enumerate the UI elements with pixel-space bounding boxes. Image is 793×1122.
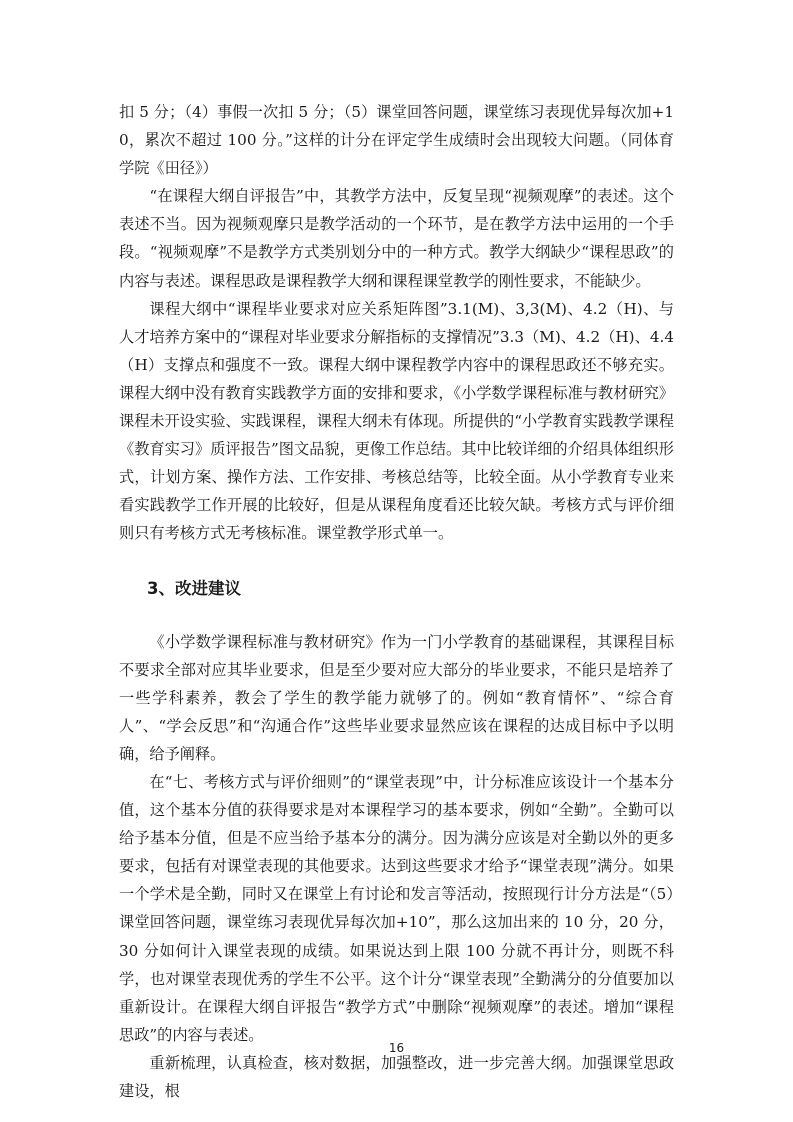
section-heading: 3、改进建议	[147, 578, 241, 598]
paragraph-syllabus-matrix: 课程大纲中“课程毕业要求对应关系矩阵图”3.1(M)、3,3(M)、4.2（H)、与人才培养方案中的“课程对毕业要求分解指标的支撑情况”3.3（M)、4.2（H)、4.4（H）支撑点和强度不一致。课程大纲中课程教学内容中的课程思政还不够充实。课程大纲中没有教育实践教学方面的安排和要求，《小学数学课程标准与教材研究》课程未开设实验、实践课程，课程大纲未有体现。所提供的“小学教育实践教学课程《教育实习》质评报告”图文品貌，更像工作总结。其中比较详细的介绍具体组织形式，计划方案、操作方法、工作安排、考核总结等，比较全面。从小学教育专业来看实践教学工作开展的比较好，但是从课程角度看还比较欠缺。考核方式与评价细则只有考核方式无考核标准。课堂教学形式单一。	[119, 299, 674, 543]
paragraph-revision: 重新梳理，认真检查，核对数据，加强整改，进一步完善大纲。加强课堂思政建设，根	[119, 1053, 674, 1100]
paragraph-course-objectives: 《小学数学课程标准与教材研究》作为一门小学教育的基础课程，其课程目标不要求全部对应其毕业要求，但是至少要对应大部分的毕业要求，不能只是培养了一些学科素养，教会了学生的教学能力就够了的。例如“教育情怀”、“综合育人”、“学会反思”和“沟通合作”这些毕业要求显然应该在课程的达成目标中予以明确，给予阐释。	[119, 632, 674, 763]
paragraph-continued: 扣 5 分；（4）事假一次扣 5 分；（5）课堂回答问题，课堂练习表现优异每次加+10，累次不超过 100 分。”这样的计分在评定学生成绩时会出现较大问题。（同体育学院《田径》）	[119, 103, 674, 178]
paragraph-class-performance: 在“七、考核方式与评价细则”的“课堂表现”中，计分标准应该设计一个基本分值，这个基本分值的获得要求是对本课程学习的基本要求，例如“全勤”。全勤可以给予基本分值，但是不应当给予基本分的满分。因为满分应该是对全勤以外的更多要求，包括有对课堂表现的其他要求。达到这些要求才给予“课堂表现”满分。如果一个学术是全勤，同时又在课堂上有讨论和发言等活动，按照现行计分方法是“（5）课堂回答问题，课堂练习表现优异每次加+10”，那么这加出来的 10 分，20 分，30 分如何计入课堂表现的成绩。如果说达到上限 100 分就不再计分，则既不科学，也对课堂表现优秀的学生不公平。这个计分“课堂表现”全勤满分的分值要加以重新设计。在课程大纲自评报告“教学方式”中删除“视频观摩”的表述。增加“课程思政”的内容与表述。	[119, 772, 674, 1044]
paragraph-teaching-methods: “在课程大纲自评报告”中，其教学方法中，反复呈现“视频观摩”的表述。这个表述不当。因为视频观摩只是教学活动的一个环节，是在教学方法中运用的一个手段。“视频观摩”不是教学方式类别划分中的一种方式。教学大纲缺少“课程思政”的内容与表述。课程思政是课程教学大纲和课程课堂教学的刚性要求，不能缺少。	[119, 187, 674, 290]
document-body	[119, 98, 674, 1105]
page-number: 16	[388, 1041, 405, 1055]
